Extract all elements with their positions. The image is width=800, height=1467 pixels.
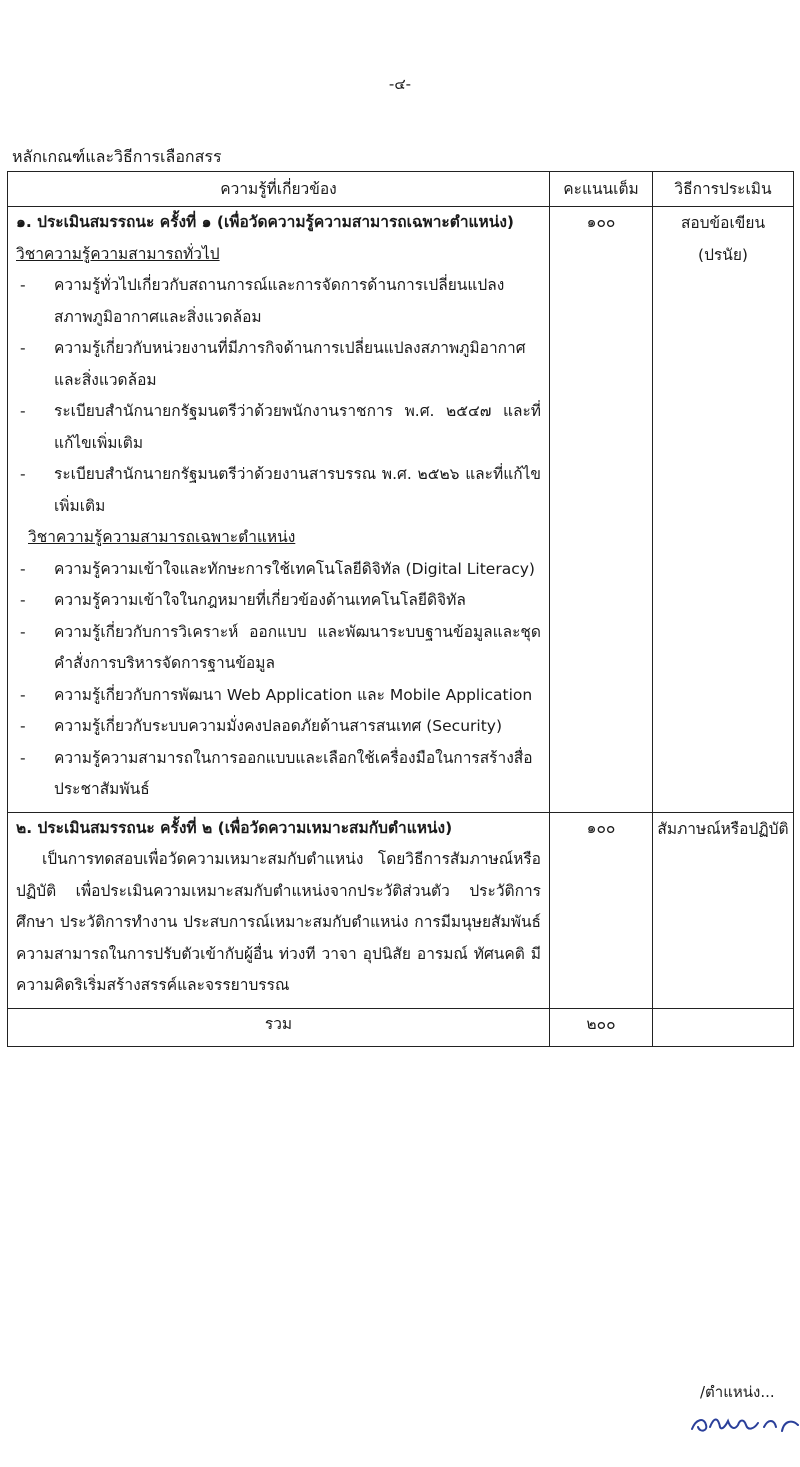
section-1-method: สอบข้อเขียน (ปรนัย) — [653, 207, 794, 813]
section-2-description: เป็นการทดสอบเพื่อวัดความเหมาะสมกับตำแหน่ง โดยวิธีการสัมภาษณ์หรือปฏิบัติ เพื่อประเมินความเหมาะสมกับตำแหน่งจากประวัติส่วนตัว ประวัติการศึกษา ประวัติการทำงาน ประสบการณ์เหมาะสมกับตำแหน่ง การมีมนุษยสัมพันธ์ ความสามารถในการปรับตัวเข้ากับผู้อื่น ท่วงที วาจา อุปนิสัย อารมณ์ ทัศนคติ มีความคิดริเริ่มสร้างสรรค์และจรรยาบรรณ — [16, 850, 541, 994]
list-item: - ความรู้เกี่ยวกับการวิเคราะห์ ออกแบบ และพัฒนาระบบฐานข้อมูลและชุดคำสั่งการบริหารจัดการฐานข้อมูล — [16, 617, 541, 680]
section-2-method: สัมภาษณ์หรือปฏิบัติ — [653, 812, 794, 1008]
list-item: - ความรู้เกี่ยวกับหน่วยงานที่มีภารกิจด้านการเปลี่ยนแปลงสภาพภูมิอากาศและสิ่งแวดล้อม — [16, 333, 541, 396]
section-2-row — [8, 812, 794, 1008]
header-knowledge: ความรู้ที่เกี่ยวข้อง — [8, 172, 550, 207]
section-1-title: ๑. ประเมินสมรรถนะ ครั้งที่ ๑ (เพื่อวัดความรู้ความสามารถเฉพาะตำแหน่ง) — [16, 213, 514, 231]
criteria-table — [7, 171, 794, 1047]
section-2-content — [8, 812, 550, 1008]
specific-knowledge-list — [16, 554, 541, 806]
list-item: - ระเบียบสำนักนายกรัฐมนตรีว่าด้วยงานสารบรรณ พ.ศ. ๒๕๒๖ และที่แก้ไขเพิ่มเติม — [16, 459, 541, 522]
list-item: - ความรู้เกี่ยวกับการพัฒนา Web Application และ Mobile Application — [16, 680, 541, 712]
section-2-score: ๑๐๐ — [550, 812, 653, 1008]
list-item: - ความรู้เกี่ยวกับระบบความมั่งคงปลอดภัยด้านสารสนเทศ (Security) — [16, 711, 541, 743]
general-knowledge-list — [16, 270, 541, 522]
total-label: รวม — [8, 1008, 550, 1047]
section-2-title: ๒. ประเมินสมรรถนะ ครั้งที่ ๒ (เพื่อวัดความเหมาะสมกับตำแหน่ง) — [16, 818, 453, 837]
section-heading: หลักเกณฑ์และวิธีการเลือกสรร — [12, 147, 222, 166]
page-number: -๔- — [388, 75, 412, 93]
continuation-marker: /ตำแหน่ง... — [700, 1383, 775, 1401]
section-1-content — [8, 207, 550, 813]
total-row — [8, 1008, 794, 1047]
specific-knowledge-title: วิชาความรู้ความสามารถเฉพาะตำแหน่ง — [28, 528, 296, 546]
list-item: - ระเบียบสำนักนายกรัฐมนตรีว่าด้วยพนักงานราชการ พ.ศ. ๒๕๔๗ และที่แก้ไขเพิ่มเติม — [16, 396, 541, 459]
list-item: - ความรู้ความสามารถในการออกแบบและเลือกใช้เครื่องมือในการสร้างสื่อประชาสัมพันธ์ — [16, 743, 541, 806]
table-header-row — [8, 172, 794, 207]
list-item: - ความรู้ทั่วไปเกี่ยวกับสถานการณ์และการจัดการด้านการเปลี่ยนแปลงสภาพภูมิอากาศและสิ่งแวดล้อม — [16, 270, 541, 333]
general-knowledge-title: วิชาความรู้ความสามารถทั่วไป — [16, 244, 220, 263]
signature — [688, 1405, 800, 1437]
header-full-score: คะแนนเต็ม — [550, 172, 653, 207]
section-1-row — [8, 207, 794, 813]
list-item: - ความรู้ความเข้าใจในกฎหมายที่เกี่ยวข้องด้านเทคโนโลยีดิจิทัล — [16, 585, 541, 617]
total-method-empty — [653, 1008, 794, 1047]
list-item: - ความรู้ความเข้าใจและทักษะการใช้เทคโนโลยีดิจิทัล (Digital Literacy) — [16, 554, 541, 586]
section-1-score: ๑๐๐ — [550, 207, 653, 813]
header-assessment-method: วิธีการประเมิน — [653, 172, 794, 207]
total-score: ๒๐๐ — [550, 1008, 653, 1047]
